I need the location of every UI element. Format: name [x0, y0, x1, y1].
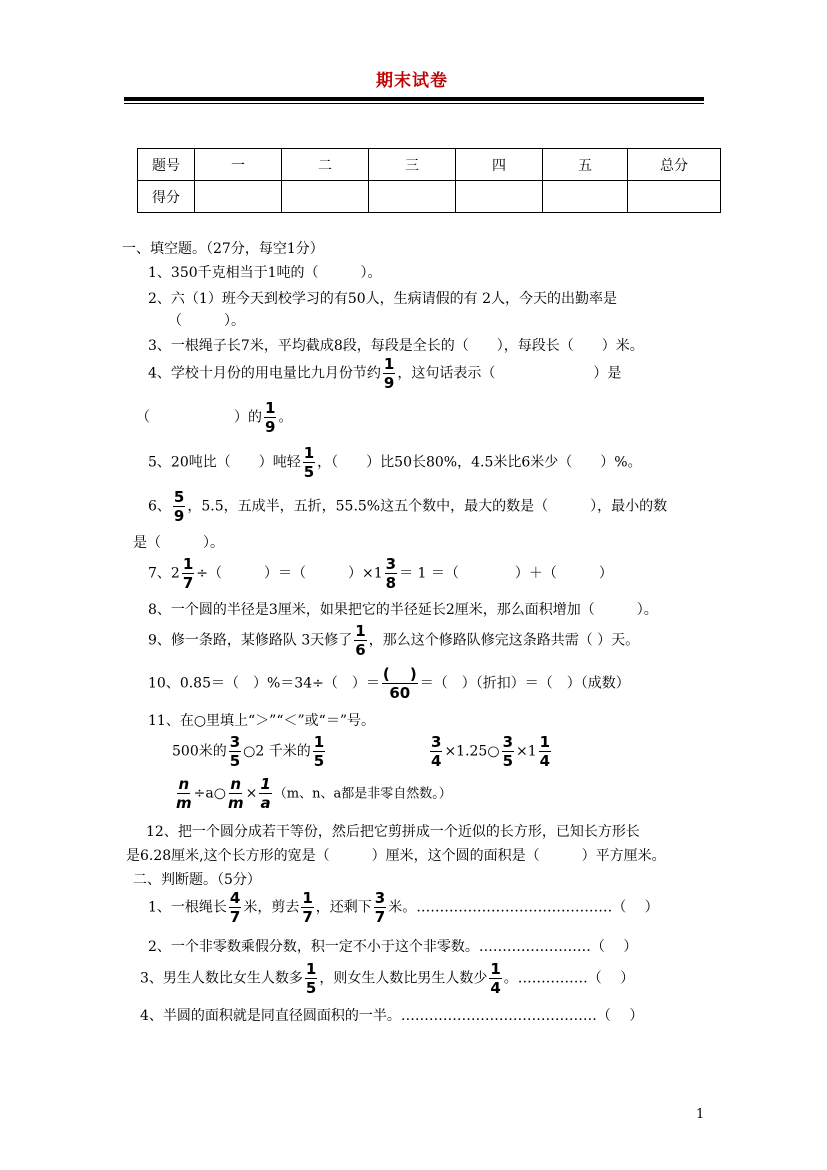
question-1: 1、350千克相当于1吨的（ ）。	[148, 265, 382, 281]
question-9	[148, 623, 639, 658]
text: 米，剪去	[243, 899, 300, 916]
denominator: 4	[490, 979, 501, 997]
text: 。……………（ ）	[503, 970, 635, 987]
text: ＝ 1 ＝（ ）＋（ ）	[399, 565, 613, 582]
fraction	[385, 556, 397, 591]
numerator: 1	[383, 355, 395, 373]
fraction	[374, 890, 386, 925]
denominator: 60	[389, 684, 411, 702]
question-10	[148, 666, 630, 701]
numerator: 1	[260, 775, 271, 793]
question-2-line1: 2、六（1）班今天到校学习的有50人，生病请假的有 2人，今天的出勤率是	[148, 291, 617, 307]
table-cell: 二	[282, 149, 369, 181]
score-cell[interactable]	[195, 181, 282, 213]
text: 7、2	[148, 565, 180, 582]
numerator: 1	[539, 733, 551, 751]
text: ，还剩下	[315, 899, 372, 916]
section1-heading: 一、填空题。（27分，每空1分）	[122, 241, 324, 257]
fraction	[173, 489, 185, 524]
text: ×	[245, 785, 258, 802]
question-4-line1	[148, 356, 621, 391]
denominator: 7	[182, 574, 194, 592]
fraction	[259, 776, 271, 811]
denominator: 8	[385, 574, 397, 592]
numerator: 1	[313, 733, 325, 751]
section2-heading: 二、判断题。（5分）	[133, 872, 261, 888]
fraction	[264, 400, 276, 435]
denominator: 9	[265, 418, 276, 436]
question-11-row1-left	[172, 734, 327, 769]
score-cell[interactable]	[543, 181, 628, 213]
text: ，则女生人数比男生人数少	[319, 970, 488, 987]
question-6-line2: 是（ ）。	[133, 535, 224, 551]
score-cell[interactable]	[369, 181, 456, 213]
denominator: 7	[302, 908, 313, 926]
text: 6、	[148, 498, 171, 515]
title-rule-thick	[124, 97, 704, 101]
fraction	[229, 890, 241, 925]
fraction	[313, 734, 325, 769]
numerator: 1	[265, 399, 276, 417]
judgment-1	[148, 890, 659, 925]
numerator: 3	[385, 555, 397, 573]
text: 500米的	[172, 743, 227, 760]
question-11-row2	[174, 776, 452, 811]
numerator: n	[230, 775, 242, 793]
question-12-line1: 12、把一个圆分成若干等份，然后把它剪拼成一个近似的长方形，已知长方形长	[146, 824, 640, 840]
numerator: 1	[302, 889, 313, 907]
numerator: 1	[182, 555, 194, 573]
denominator: 4	[431, 752, 442, 770]
judgment-4: 4、半圆的面积就是同直径圆面积的一半。……………………………………（ ）	[140, 1008, 644, 1024]
denominator: 5	[305, 979, 317, 997]
text: 9、修一条路，某修路队 3天修了	[148, 632, 353, 649]
text: 4、学校十月份的用电量比九月份节约	[148, 365, 381, 382]
denominator: m	[227, 794, 244, 812]
question-3: 3、一根绳子长7米，平均截成8段，每段是全长的（ ），每段长（ ）米。	[148, 338, 644, 354]
denominator: 9	[383, 374, 395, 392]
text: 1、一根绳长	[148, 899, 227, 916]
question-5	[148, 445, 642, 480]
text: ÷a○	[193, 785, 226, 802]
fraction	[229, 734, 241, 769]
text: ×1	[516, 743, 537, 760]
fraction	[382, 666, 418, 701]
numerator: 5	[173, 488, 185, 506]
denominator: 5	[229, 752, 241, 770]
denominator: 5	[303, 463, 315, 481]
numerator: 3	[374, 889, 386, 907]
judgment-3	[140, 961, 634, 996]
fraction	[301, 890, 313, 925]
table-cell: 五	[543, 149, 628, 181]
table-cell: 总分	[628, 149, 721, 181]
numerator: 1	[355, 622, 366, 640]
table-cell: 得分	[138, 181, 195, 213]
numerator: ( )	[382, 665, 417, 683]
fraction	[539, 734, 551, 769]
text: 。	[278, 409, 293, 426]
question-8: 8、一个圆的半径是3厘米，如果把它的半径延长2厘米，那么面积增加（ ）。	[148, 602, 658, 618]
question-6-line1	[148, 489, 667, 524]
fraction	[502, 734, 514, 769]
numerator: 4	[229, 889, 241, 907]
question-7	[148, 556, 613, 591]
table-cell: 三	[369, 149, 456, 181]
score-cell[interactable]	[456, 181, 543, 213]
question-12-line2: 是6.28厘米,这个长方形的宽是（ ）厘米，这个圆的面积是（ ）平方厘米。	[126, 848, 666, 864]
page-title: 期末试卷	[376, 71, 448, 91]
fraction	[383, 356, 395, 391]
score-table	[137, 148, 721, 213]
fraction	[303, 445, 315, 480]
fraction	[182, 556, 194, 591]
text: ，那么这个修路队修完这条路共需（ ）天。	[368, 632, 640, 649]
numerator: 1	[305, 960, 317, 978]
title-rule-thin	[124, 103, 704, 104]
text: ÷（ ）＝（ ）×1	[196, 565, 383, 582]
numerator: 3	[229, 733, 241, 751]
question-11: 11、在○里填上“＞”“＜”或“＝”号。	[148, 713, 375, 729]
denominator: m	[176, 794, 192, 812]
fraction	[176, 776, 192, 811]
page-number: 1	[696, 1107, 705, 1122]
denominator: 9	[173, 507, 185, 525]
numerator: 1	[303, 444, 315, 462]
denominator: 5	[502, 752, 513, 770]
denominator: 7	[229, 908, 241, 926]
denominator: 4	[539, 752, 551, 770]
denominator: 5	[313, 752, 325, 770]
text: 3、男生人数比女生人数多	[140, 970, 303, 987]
text: ○2 千米的	[243, 743, 311, 760]
text: （ ）的	[136, 409, 262, 426]
text: ，这句话表示（ ）是	[397, 365, 622, 382]
denominator: 6	[355, 641, 366, 659]
fraction	[430, 734, 442, 769]
question-11-row1-right	[428, 734, 553, 769]
text: ＝（ ）（折扣）＝（ ）（成数）	[419, 675, 630, 692]
table-cell: 题号	[138, 149, 195, 181]
text: 5、20吨比（ ）吨轻	[148, 454, 301, 471]
score-cell[interactable]	[282, 181, 369, 213]
denominator: 7	[374, 908, 386, 926]
numerator: 1	[490, 960, 501, 978]
text: 10、0.85＝（ ）%＝34÷（ ）＝	[148, 675, 380, 692]
numerator: n	[178, 775, 190, 793]
question-2-line2: （ ）。	[168, 313, 245, 329]
score-cell[interactable]	[628, 181, 721, 213]
score-table-score-row	[138, 181, 721, 213]
table-cell: 一	[195, 149, 282, 181]
table-cell: 四	[456, 149, 543, 181]
fraction	[228, 776, 244, 811]
text: ，（ ）比50长80%，4.5米比6米少（ ）%。	[317, 454, 642, 471]
text: （m、n、a都是非零自然数。）	[273, 786, 452, 802]
fraction	[354, 623, 366, 658]
judgment-2: 2、一个非零数乘假分数，积一定不小于这个非零数。……………………（ ）	[148, 939, 638, 955]
text: ×1.25○	[444, 743, 500, 760]
score-table-header-row	[138, 149, 721, 181]
numerator: 3	[431, 733, 442, 751]
text: ，5.5，五成半，五折，55.5%这五个数中，最大的数是（ ），最小的数	[187, 498, 668, 515]
denominator: a	[260, 794, 271, 812]
numerator: 3	[502, 733, 513, 751]
question-4-line2	[136, 400, 292, 435]
fraction	[305, 961, 317, 996]
fraction	[489, 961, 501, 996]
text: 米。……………………………………（ ）	[388, 899, 659, 916]
